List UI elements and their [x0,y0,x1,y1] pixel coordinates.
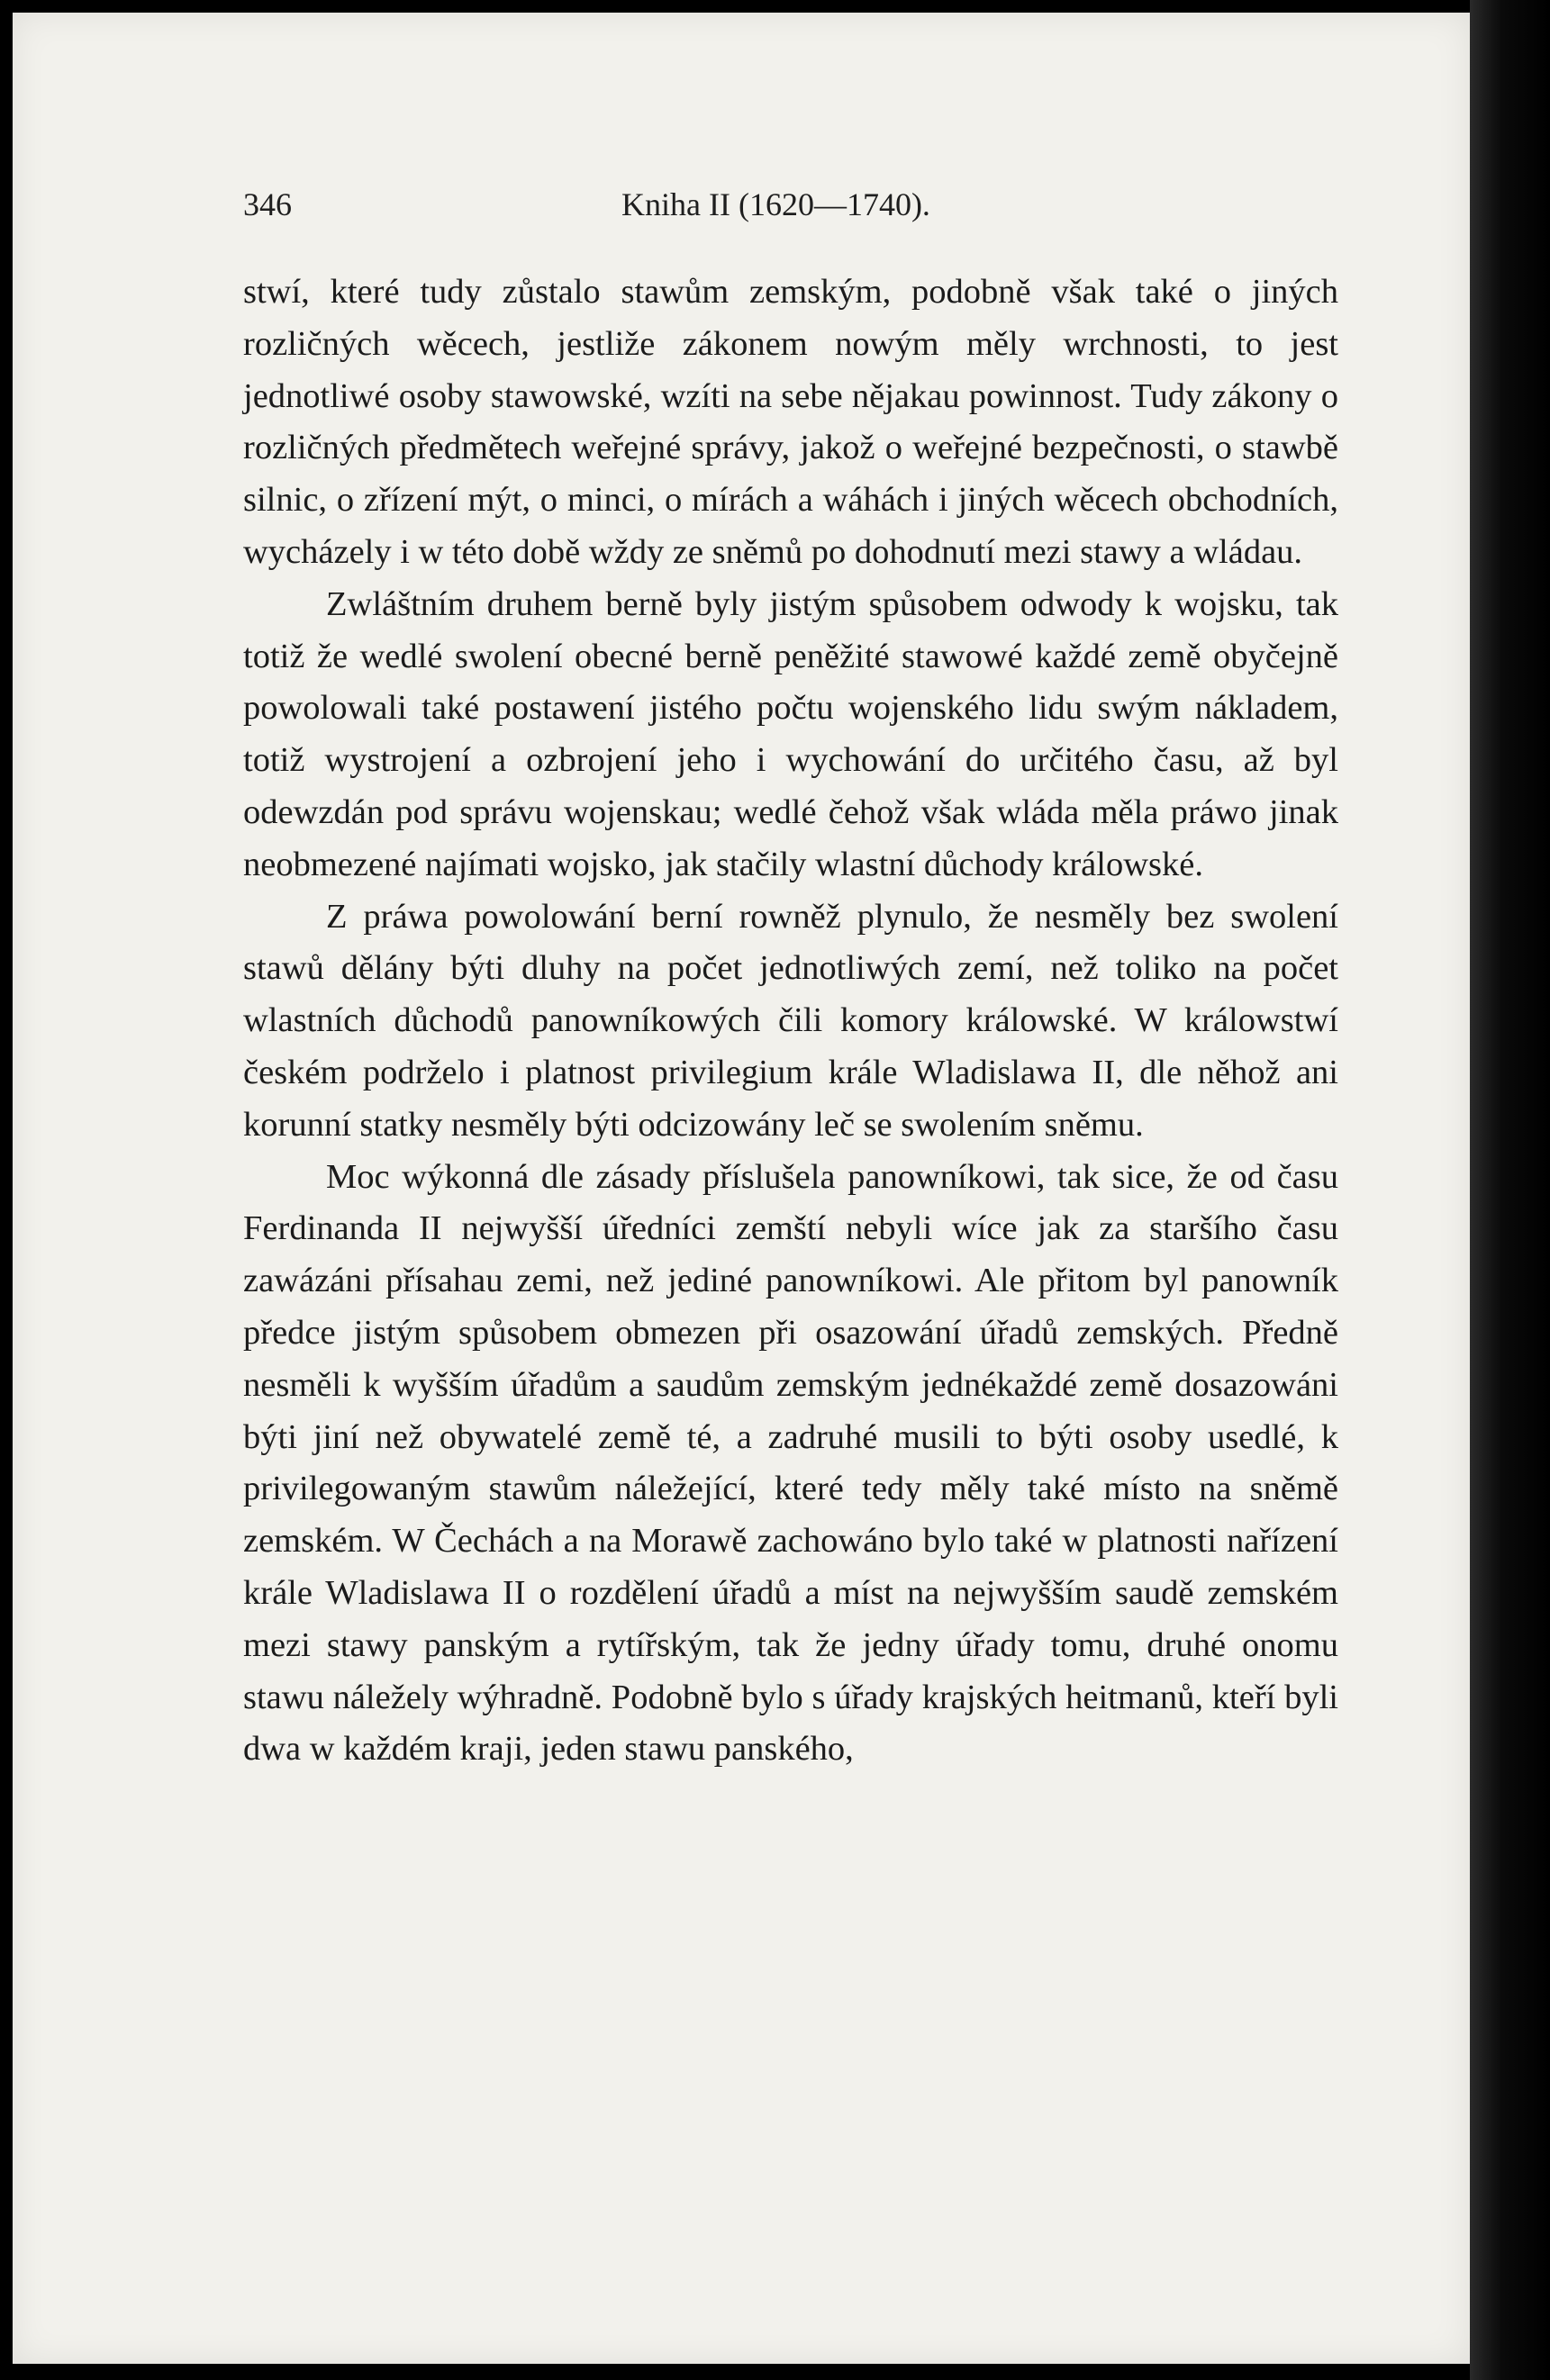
paragraph: Z práwa powolowání berní rowněž plynulo, že nesměly bez swolení stawů dělány býti dluhy na počet jednotliwých zemí, než toliko na počet wlastních důchodů panowníkowých čili komory králowské. W králowstwí českém podrželo i platnost privilegium krále Wladislawa II, dle něhož ani korunní statky nesměly býti odcizowány leč se swolením sněmu. [243,897,1338,1144]
text-body [243,267,1338,1776]
book-page [13,13,1470,2364]
paragraph: Zwláštním druhem berně byly jistým spůsobem odwody k wojsku, tak totiž že wedlé swolení obecné berně peněžité stawowé každé země obyčejně powolowali také postawení jistého počtu wojenského lidu swým nákladem, totiž wystrojení a ozbrojení jeho i wychowání do určitého času, až byl odewzdán pod správu wojenskau; wedlé čehož však wláda měla práwo jinak neobmezené najímati wojsko, jak stačily wlastní důchody králowské. [243,584,1338,883]
scan-border [1470,0,1550,2380]
paragraph-continued: stwí, které tudy zůstalo stawům zemským, podobně však také o jiných rozličných wěcech, jestliže zákonem nowým měly wrchnosti, to jest jednotliwé osoby stawowské, wzíti na sebe nějakau powinnost. Tudy zákony o rozličných předmětech weřejné správy, jakož o weřejné bezpečnosti, o stawbě silnic, o zřízení mýt, o minci, o mírách a wáhách i jiných wěcech obchodních, wycházely i w této době wždy ze sněmů po dohodnutí mezi stawy a wládau. [243,273,1338,571]
paragraph: Moc wýkonná dle zásady příslušela panowníkowi, tak sice, že od času Ferdinanda II nejwyšší úředníci zemští nebyli wíce jak za staršího času zawázáni přísahau zemi, než jediné panowníkowi. Ale přitom byl panowník předce jistým spůsobem obmezen při osazowání úřadů zemských. Předně nesměli k wyšším úřadům a saudům zemským jednékaždé země dosazowáni býti jiní než obywatelé země té, a zadruhé musili to býti osoby usedlé, k privilegowaným stawům náležející, které tedy měly také místo na sněmě zemském. W Čechách a na Morawě zachowáno bylo také w platnosti nařízení krále Wladislawa II o rozdělení úřadů a míst na nejwyšším saudě zemském mezi stawy panským a rytířským, tak že jedny úřady tomu, druhé onomu stawu náležely wýhradně. Podobně bylo s úřady krajských heitmanů, kteří byli dwa w každém kraji, jeden stawu panského, [243,1157,1338,1769]
running-title: Kniha II (1620—1740). [621,186,930,222]
page-header [243,186,1338,232]
page-number: 346 [243,186,292,222]
